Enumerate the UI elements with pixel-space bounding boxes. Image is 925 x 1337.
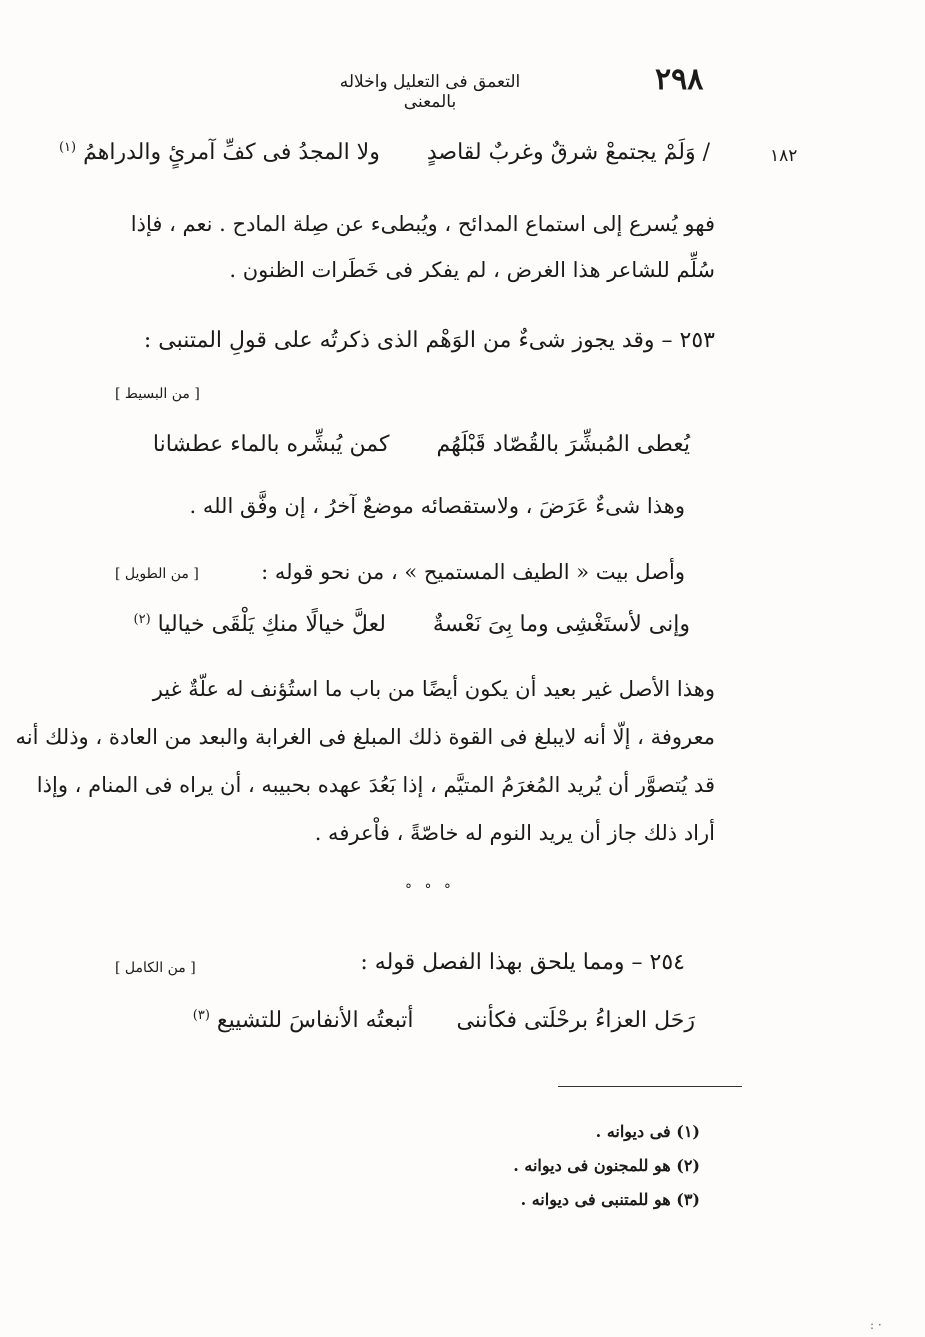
verse-line-1 xyxy=(58,140,710,166)
verse-slash: / xyxy=(702,140,710,166)
meter-label: [ من الطويل ] xyxy=(115,566,199,582)
prose-line: فهو يُسرع إلى استماع المدائح ، ويُبطىء عن صِلة المادح . نعم ، فإذا xyxy=(130,212,715,236)
margin-page-number: ١٨٢ xyxy=(770,146,798,166)
verse-second-half: أتبعتُه الأنفاسَ للتشييع xyxy=(216,1008,414,1034)
verse-line-origin xyxy=(133,612,690,638)
section-253-intro: ٢٥٣ – وقد يجوز شىءٌ من الوَهْم الذى ذكرتُه على قولِ المتنبى : xyxy=(143,328,715,353)
verse-first-half: وإنى لأستَغْشِى وما بِىَ نَعْسةٌ xyxy=(432,612,690,638)
section-253-comment: وهذا شىءٌ عَرَضَ ، ولاستقصائه موضعٌ آخرُ ، إن وفَّق الله . xyxy=(189,494,685,518)
footnote-mark: (١) xyxy=(58,140,77,155)
prose-line: سُلِّم للشاعر هذا الغرض ، لم يفكر فى خَطَرات الظنون . xyxy=(229,258,715,282)
verse-second-half: كمن يُبشِّره بالماء عطشانا xyxy=(152,432,390,457)
meter-label: [ من البسيط ] xyxy=(115,386,200,402)
verse-first-half: رَحَل العزاءُ برحْلَتى فكأننى xyxy=(456,1008,695,1034)
origin-intro: وأصل بيت « الطيف المستميح » ، من نحو قوله : xyxy=(261,560,685,584)
scan-specks: : · xyxy=(870,1318,882,1332)
prose-line: معروفة ، إلّا أنه لايبلغ فى القوة ذلك المبلغ فى الغرابة والبعد من العادة ، وذلك أنه xyxy=(15,725,715,749)
footnote-rule xyxy=(558,1086,742,1087)
prose-line: قد يُتصوَّر أن يُريد المُغرَمُ المتيَّم ، إذا بَعُدَ عهده بحبيبه ، أن يراه فى المنام ، وإذا xyxy=(36,773,715,797)
verse-line-254 xyxy=(175,1008,695,1033)
footnote: (٣) هو للمتنبى فى ديوانه . xyxy=(520,1190,700,1209)
footnote: (٢) هو للمجنون فى ديوانه . xyxy=(513,1156,700,1175)
verse-second-half: ولا المجدُ فى كفِّ آمرئٍ والدراهمُ xyxy=(83,140,380,166)
section-divider: ° ° ° xyxy=(405,882,455,898)
page-number: ٢٩٨ xyxy=(655,62,704,97)
verse-line-253 xyxy=(152,432,690,457)
section-254-intro: ٢٥٤ – ومما يلحق بهذا الفصل قوله : xyxy=(360,950,685,975)
prose-line: أراد ذلك جاز أن يريد النوم له خاصّةً ، فاْعرفه . xyxy=(314,821,715,845)
footnote-mark: (٣) xyxy=(192,1008,210,1023)
running-title: التعمق فى التعليل واخلاله بالمعنى xyxy=(339,72,521,112)
meter-label: [ من الكامل ] xyxy=(115,960,196,976)
verse-second-half: لعلَّ خيالًا منكِ يَلْقَى خياليا xyxy=(157,612,386,638)
prose-line: وهذا الأصل غير بعيد أن يكون أيضًا من باب ما استُؤنف له علّةٌ غير xyxy=(152,677,715,701)
footnote: (١) فى ديوانه . xyxy=(595,1122,700,1141)
footnote-mark: (٢) xyxy=(133,612,151,627)
verse-first-half: يُعطى المُبشِّرَ بالقُصّاد قَبْلَهُم xyxy=(436,432,690,457)
verse-first-half: وَلَمْ يجتمعْ شرقٌ وغربٌ لقاصدٍ xyxy=(426,140,696,166)
